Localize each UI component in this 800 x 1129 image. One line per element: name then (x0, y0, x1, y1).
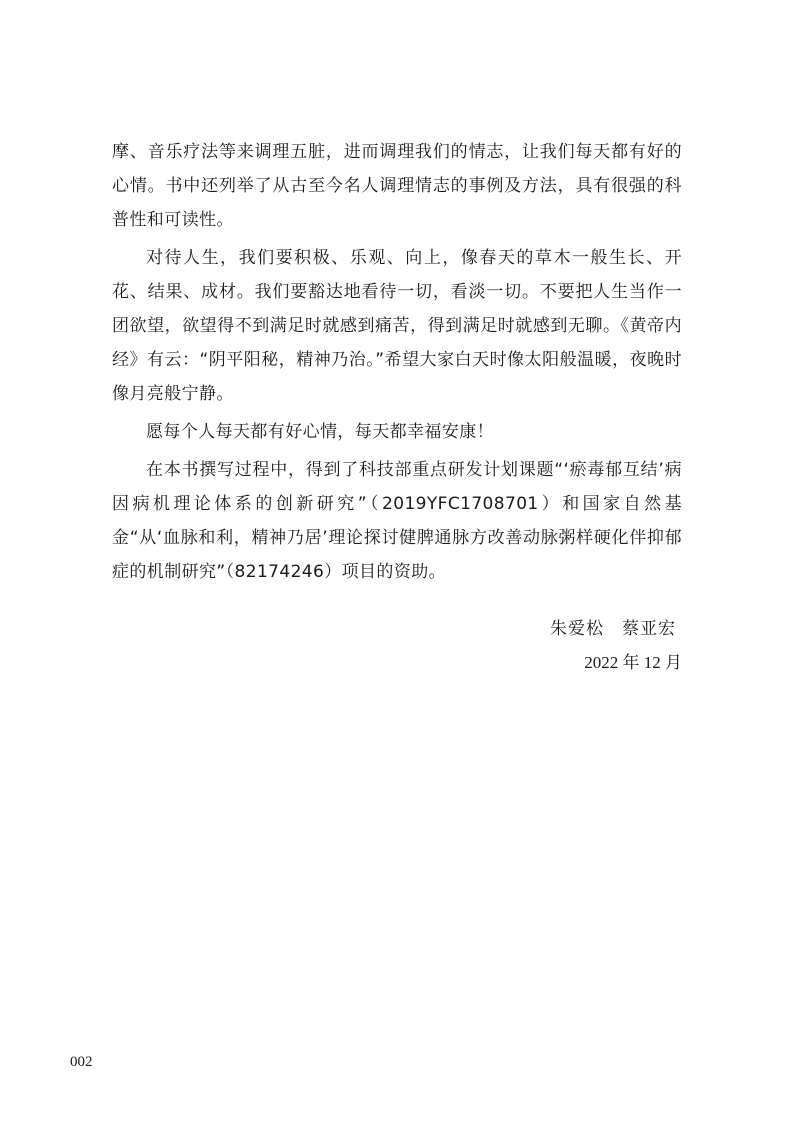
author-names: 朱爱松 蔡亚宏 (550, 619, 676, 639)
paragraph-life-attitude: 对待人生，我们要积极、乐观、向上，像春天的草木一般生长、开花、结果、成材。我们要豁达地看待一切，看淡一切。不要把人生当作一团欲望，欲望得不到满足时就感到痛苦，得到满足时就感到无聊。《黄帝内经》有云：“阴平阳秘，精神乃治。”希望大家白天时像太阳般温暖，夜晚时像月亮般宁静。 (112, 248, 682, 404)
signature-block (550, 612, 682, 680)
signature-date: 2022 年 12 月 (584, 653, 682, 672)
paragraph-acknowledgement: 在本书撰写过程中，得到了科技部重点研发计划课题“‘瘀毒郁互结’病因病机理论体系的创新研究”（2019YFC1708701）和国家自然基金“从‘血脉和利，精神乃居’理论探讨健脾通脉方改善动脉粥样硬化伴抑郁症的机制研究”（82174246）项目的资助。 (112, 460, 682, 582)
paragraph-continuation: 摩、音乐疗法等来调理五脏，进而调理我们的情志，让我们每天都有好的心情。书中还列举了从古至今名人调理情志的事例及方法，具有很强的科普性和可读性。 (112, 142, 682, 230)
paragraph-wish: 愿每个人每天都有好心情，每天都幸福安康！ (146, 422, 494, 442)
page-number: 002 (70, 1054, 93, 1070)
body-text (112, 135, 682, 593)
